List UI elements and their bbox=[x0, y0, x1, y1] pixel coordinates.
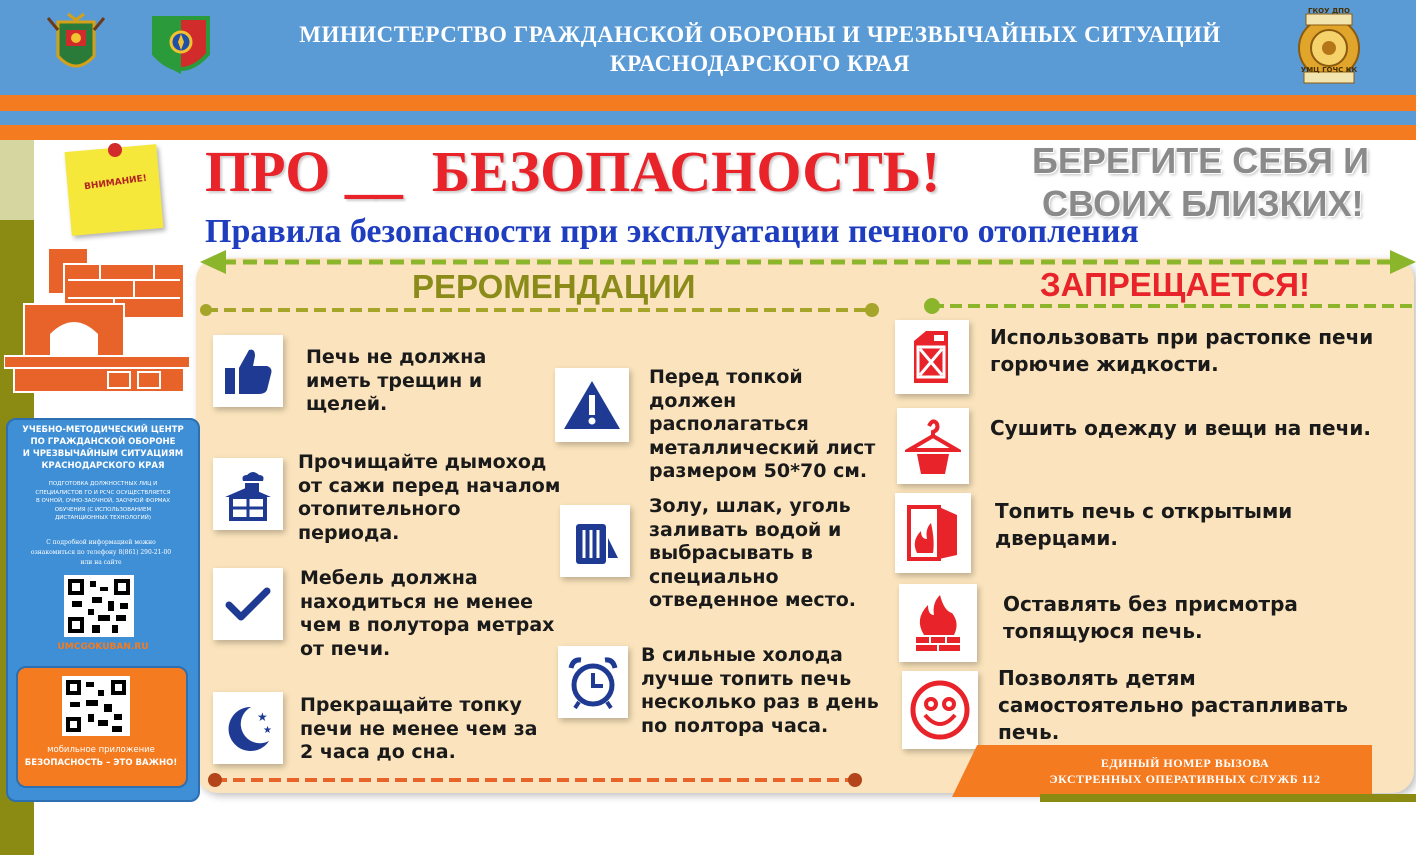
emergency-banner-underline bbox=[1040, 794, 1416, 802]
moon-icon bbox=[213, 692, 283, 764]
header-title-line2: КРАСНОДАРСКОГО КРАЯ bbox=[609, 51, 911, 76]
recommendations-heading: РЕРОМЕНДАЦИИ bbox=[412, 268, 696, 305]
qr-code-icon[interactable] bbox=[64, 575, 134, 637]
rec-item-4: Прекращайте топку печи не менее чем за 2 часа до сна. bbox=[300, 694, 538, 763]
svg-text:★: ★ bbox=[257, 710, 268, 724]
header-stripe bbox=[0, 111, 1416, 125]
info-heading: УЧЕБНО-МЕТОДИЧЕСКИЙ ЦЕНТР ПО ГРАЖДАНСКОЙ ОБОРОНЕ И ЧРЕЗВЫЧАЙНЫМ СИТУАЦИЯМ КРАСНОДАРСКОГО КРАЯ bbox=[22, 425, 184, 471]
info-site-link[interactable]: UMCGOKUBAN.RU bbox=[57, 642, 149, 652]
header-title-line1: МИНИСТЕРСТВО ГРАЖДАНСКОЙ ОБОРОНЫ И ЧРЕЗВЫЧАЙНЫХ СИТУАЦИЙ bbox=[299, 22, 1221, 47]
thumbs-up-icon bbox=[213, 335, 283, 407]
ban-item-1: Использовать при растопке печи горючие жидкости. bbox=[990, 325, 1374, 376]
svg-text:★: ★ bbox=[263, 725, 272, 736]
rec-item-7: В сильные холода лучше топить печь несколько раз в день по полтора часа. bbox=[641, 644, 879, 737]
training-center-emblem-icon bbox=[1290, 8, 1368, 86]
warning-icon bbox=[555, 368, 629, 442]
checkmark-icon bbox=[213, 568, 283, 640]
emblem-label-bottom: УМЦ ГОЧС КК bbox=[1300, 66, 1358, 74]
trash-bin-icon bbox=[560, 505, 630, 577]
rec-item-2: Прочищайте дымоход от сажи перед началом отопительного периода. bbox=[298, 451, 561, 544]
fuel-canister-icon bbox=[895, 320, 969, 394]
slogan-line1: БЕРЕГИТЕ СЕБЯ И bbox=[1032, 140, 1369, 181]
hanger-icon bbox=[897, 408, 969, 484]
chimney-icon bbox=[213, 458, 283, 530]
alarm-clock-icon bbox=[558, 646, 628, 718]
app-label: мобильное приложение bbox=[47, 745, 155, 755]
app-slogan: БЕЗОПАСНОСТЬ – ЭТО ВАЖНО! bbox=[24, 758, 178, 768]
fire-icon bbox=[899, 584, 977, 662]
header-stripe bbox=[0, 95, 1416, 111]
ban-item-3: Топить печь с открытыми дверцами. bbox=[995, 499, 1293, 550]
smiley-icon bbox=[902, 671, 978, 749]
subtitle: Правила безопасности при эксплуатации печного отопления bbox=[205, 213, 1139, 250]
ban-item-4: Оставлять без присмотра топящуюся печь. bbox=[1003, 592, 1298, 643]
krasnodar-coat-of-arms-icon bbox=[44, 12, 108, 80]
emergency-number-text: ЕДИНЫЙ НОМЕР ВЫЗОВА ЭКСТРЕННЫХ ОПЕРАТИВНЫХ СЛУЖБ 112 bbox=[1049, 756, 1321, 786]
stove-icon bbox=[4, 244, 190, 394]
forbidden-heading: ЗАПРЕЩАЕТСЯ! bbox=[1040, 266, 1310, 303]
rec-item-1: Печь не должна иметь трещин и щелей. bbox=[306, 346, 487, 415]
ban-item-2: Сушить одежду и вещи на печи. bbox=[990, 416, 1371, 440]
emblem-label-top: ГКОУ ДПО bbox=[1307, 7, 1350, 15]
rec-item-6: Золу, шлак, уголь заливать водой и выбрасывать в специально отведенное место. bbox=[649, 495, 856, 611]
info-contact: С подробной информацией можно ознакомиться по телефону 8(861) 290-21-00 или на сайте bbox=[30, 539, 172, 566]
ban-item-5: Позволять детям самостоятельно растапливать печь. bbox=[998, 666, 1349, 744]
rec-item-5: Перед топкой должен располагаться металлический лист размером 50*70 см. bbox=[649, 366, 876, 482]
left-side-bar-accent bbox=[0, 140, 34, 220]
bottom-divider bbox=[205, 770, 870, 790]
app-qr-code-icon[interactable] bbox=[62, 676, 130, 736]
attention-note bbox=[65, 144, 164, 236]
info-description: ПОДГОТОВКА ДОЛЖНОСТНЫХ ЛИЦ И СПЕЦИАЛИСТОВ ГО И РСЧС ОСУЩЕСТВЛЯЕТСЯ В ОЧНОЙ, ОЧНО-ЗАОЧНОЙ, ЗАОЧНОЙ ФОРМАХ ОБУЧЕНИЯ (С ИСПОЛЬЗОВАНИЕМ ДИСТАНЦИОННЫХ ТЕХНОЛОГИЙ) bbox=[35, 481, 171, 521]
pin-icon bbox=[108, 143, 122, 157]
ministry-emblem-icon bbox=[148, 14, 214, 86]
rec-item-3: Мебель должна находиться не менее чем в полутора метрах от печи. bbox=[300, 567, 555, 660]
slogan-line2: СВОИХ БЛИЗКИХ! bbox=[1042, 183, 1364, 224]
main-title: ПРО __ БЕЗОПАСНОСТЬ! bbox=[205, 139, 941, 204]
attention-note-text: ВНИМАНИЕ! bbox=[83, 173, 148, 193]
open-door-fire-icon bbox=[895, 493, 971, 573]
